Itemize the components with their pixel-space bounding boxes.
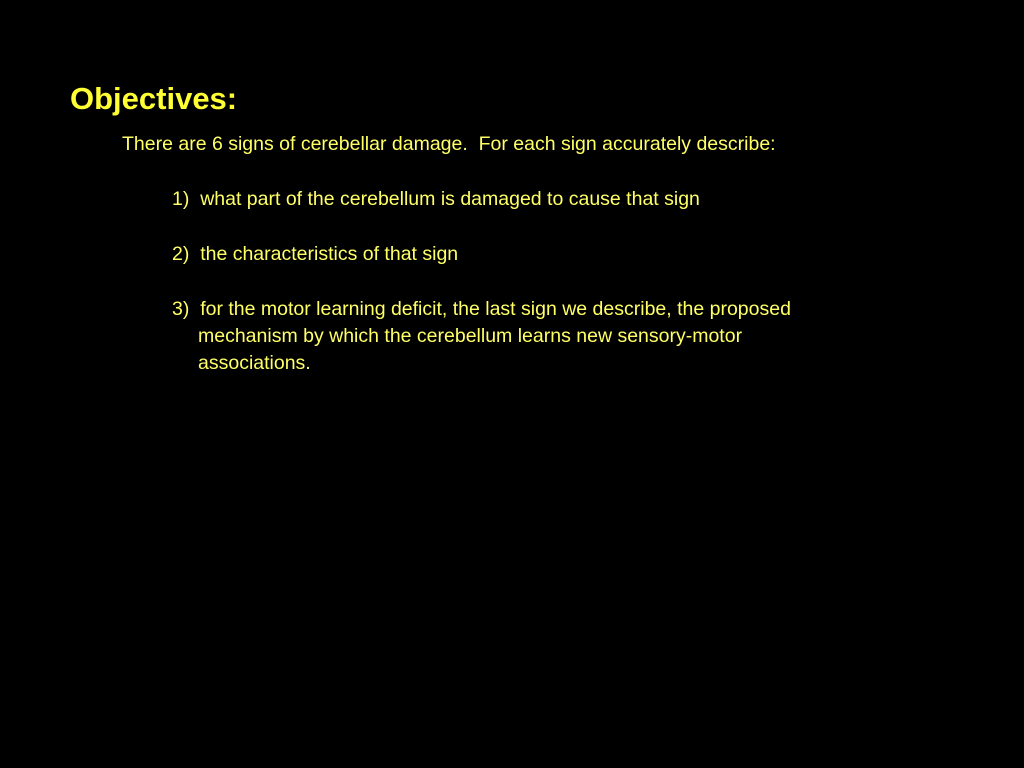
slide-title: Objectives:	[70, 81, 238, 116]
objective-text: what part of the cerebellum is damaged to cause that sign	[200, 188, 700, 210]
objective-text-line-2: mechanism by which the cerebellum learns new sensory-motor	[198, 325, 743, 347]
objective-text-line-1: for the motor learning deficit, the last sign we describe, the proposed	[200, 298, 791, 320]
objective-number: 3)	[172, 298, 190, 320]
objective-number: 2)	[172, 243, 190, 265]
objective-number: 1)	[172, 188, 190, 210]
objective-item-3	[172, 296, 932, 377]
objective-text: the characteristics of that sign	[200, 243, 459, 265]
objective-text-line-3: associations.	[198, 352, 311, 374]
objective-item-2	[172, 241, 458, 268]
intro-text: There are 6 signs of cerebellar damage. For each sign accurately describe:	[122, 133, 776, 155]
objective-item-1	[172, 186, 700, 213]
